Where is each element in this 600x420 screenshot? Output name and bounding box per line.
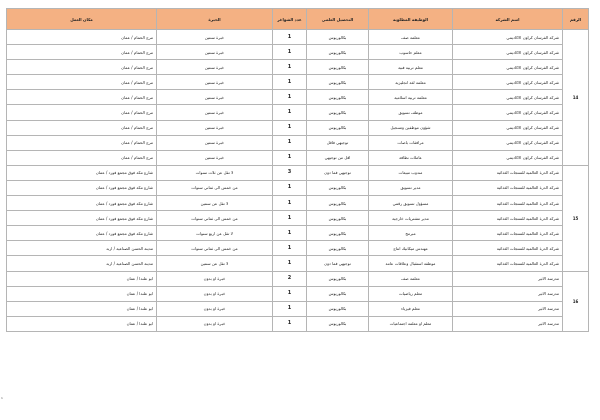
- experience: خبرة سنتين: [157, 60, 273, 75]
- education: بكالوريوس: [307, 286, 369, 301]
- experience: خبرة سنتين: [157, 105, 273, 120]
- job-title: معلمة تربية اسلامية: [369, 90, 453, 105]
- vacancies: 1: [273, 150, 307, 165]
- company-name: شركة الفرسان كراون الاكاديمي: [453, 135, 563, 150]
- jobs-table-body: [7, 30, 589, 332]
- vacancies: 3: [273, 165, 307, 180]
- experience: لا تقل عن ثلاث سنوات: [157, 165, 273, 180]
- job-title: معلم او معلمة اجتماعيات: [369, 316, 453, 331]
- company-name: مدرسة الاثير: [453, 271, 563, 286]
- company-name: شركة الدرة العالمية للمنتجات الغذائية: [453, 241, 563, 256]
- work-location: شارع مكة فوق مجمع فورد / عمان: [7, 180, 157, 195]
- company-name: شركة الدرة العالمية للمنتجات الغذائية: [453, 256, 563, 271]
- job-title: مسؤول تسويق رقمي: [369, 196, 453, 211]
- experience: خبرة او بدون: [157, 316, 273, 331]
- company-name: شركة الفرسان كراون الاكاديمي: [453, 120, 563, 135]
- table-row: [7, 180, 589, 195]
- education: بكالوريوس: [307, 120, 369, 135]
- experience: خبرة سنتين: [157, 75, 273, 90]
- column-header: الخبرة: [157, 9, 273, 30]
- table-row: [7, 75, 589, 90]
- education: بكالوريوس: [307, 211, 369, 226]
- company-name: شركة الفرسان كراون الاكاديمي: [453, 30, 563, 45]
- education: بكالوريوس: [307, 75, 369, 90]
- job-title: مدير تسويق: [369, 180, 453, 195]
- education: بكالوريوس: [307, 226, 369, 241]
- table-row: [7, 271, 589, 286]
- group-number: 14: [563, 30, 589, 166]
- work-location: مرج الحمام / عمان: [7, 75, 157, 90]
- table-row: [7, 135, 589, 150]
- education: بكالوريوس: [307, 105, 369, 120]
- job-title: معلمة صف: [369, 30, 453, 45]
- column-header: اسم الشركة: [453, 9, 563, 30]
- company-name: مدرسة الاثير: [453, 316, 563, 331]
- table-row: [7, 165, 589, 180]
- vacancies: 1: [273, 211, 307, 226]
- work-location: ابو علندا / عمان: [7, 301, 157, 316]
- experience: خبرة سنتين: [157, 135, 273, 150]
- company-name: شركة الفرسان كراون الاكاديمي: [453, 60, 563, 75]
- table-row: [7, 211, 589, 226]
- education: بكالوريوس: [307, 45, 369, 60]
- work-location: شارع مكة فوق مجمع فورد / عمان: [7, 165, 157, 180]
- job-title: معلمة لغة انجليزية: [369, 75, 453, 90]
- work-location: مرج الحمام / عمان: [7, 60, 157, 75]
- vacancies: 1: [273, 90, 307, 105]
- experience: لا تقل عن اربع سنوات: [157, 226, 273, 241]
- vacancies: 1: [273, 135, 307, 150]
- company-name: شركة الدرة العالمية للمنتجات الغذائية: [453, 226, 563, 241]
- job-title: معلم تربية فنية: [369, 60, 453, 75]
- table-row: [7, 301, 589, 316]
- education: بكالوريوس: [307, 241, 369, 256]
- table-row: [7, 241, 589, 256]
- page-marker: 1: [1, 396, 3, 400]
- company-name: شركة الدرة العالمية للمنتجات الغذائية: [453, 165, 563, 180]
- work-location: شارع مكة فوق مجمع فورد / عمان: [7, 196, 157, 211]
- vacancies: 1: [273, 256, 307, 271]
- table-row: [7, 105, 589, 120]
- company-name: مدرسة الاثير: [453, 286, 563, 301]
- vacancies: 1: [273, 196, 307, 211]
- education: بكالوريوس: [307, 301, 369, 316]
- job-title: موظف تسويق: [369, 105, 453, 120]
- work-location: مرج الحمام / عمان: [7, 120, 157, 135]
- job-title: مرافقات باصات: [369, 135, 453, 150]
- experience: من خمس الى ثماني سنوات: [157, 180, 273, 195]
- education: بكالوريوس: [307, 271, 369, 286]
- job-title: مندوب مبيعات: [369, 165, 453, 180]
- company-name: شركة الدرة العالمية للمنتجات الغذائية: [453, 180, 563, 195]
- experience: خبرة سنتين: [157, 90, 273, 105]
- company-name: شركة الدرة العالمية للمنتجات الغذائية: [453, 211, 563, 226]
- job-title: مبرمج: [369, 226, 453, 241]
- table-row: [7, 120, 589, 135]
- education: بكالوريوس: [307, 196, 369, 211]
- column-header: مكان العمل: [7, 9, 157, 30]
- vacancies: 1: [273, 301, 307, 316]
- work-location: ابو علندا / عمان: [7, 286, 157, 301]
- education: اقل من توجيهي: [307, 150, 369, 165]
- column-header: الرقم: [563, 9, 589, 30]
- company-name: شركة الفرسان كراون الاكاديمي: [453, 75, 563, 90]
- work-location: مرج الحمام / عمان: [7, 135, 157, 150]
- company-name: شركة الفرسان كراون الاكاديمي: [453, 105, 563, 120]
- table-row: [7, 60, 589, 75]
- vacancies: 2: [273, 271, 307, 286]
- work-location: شارع مكة فوق مجمع فورد / عمان: [7, 211, 157, 226]
- vacancies: 1: [273, 30, 307, 45]
- experience: لا تقل عن سنتين: [157, 256, 273, 271]
- table-row: [7, 45, 589, 60]
- vacancies: 1: [273, 45, 307, 60]
- work-location: ابو علندا / عمان: [7, 316, 157, 331]
- vacancies: 1: [273, 105, 307, 120]
- experience: خبرة سنتين: [157, 150, 273, 165]
- table-row: [7, 316, 589, 331]
- experience: خبرة او بدون: [157, 286, 273, 301]
- group-number: 15: [563, 165, 589, 271]
- education: بكالوريوس: [307, 60, 369, 75]
- column-header: عدد الشواغر: [273, 9, 307, 30]
- vacancies: 1: [273, 120, 307, 135]
- jobs-table-sheet: [6, 8, 588, 332]
- experience: لا تقل عن سنتين: [157, 196, 273, 211]
- job-title: معلم فيزياء: [369, 301, 453, 316]
- column-header: الوظيفة المطلوبة: [369, 9, 453, 30]
- work-location: مرج الحمام / عمان: [7, 45, 157, 60]
- company-name: شركة الدرة العالمية للمنتجات الغذائية: [453, 196, 563, 211]
- job-title: معلمة صف: [369, 271, 453, 286]
- education: توجيهي فما دون: [307, 256, 369, 271]
- vacancies: 1: [273, 286, 307, 301]
- experience: من خمس الى ثماني سنوات: [157, 211, 273, 226]
- experience: خبرة سنتين: [157, 45, 273, 60]
- work-location: شارع مكة فوق مجمع فورد / عمان: [7, 226, 157, 241]
- vacancies: 1: [273, 241, 307, 256]
- work-location: مرج الحمام / عمان: [7, 150, 157, 165]
- group-number: 16: [563, 271, 589, 331]
- work-location: مدينة الحسن الصناعية / اربد: [7, 241, 157, 256]
- vacancies: 1: [273, 226, 307, 241]
- vacancies: 1: [273, 316, 307, 331]
- work-location: مرج الحمام / عمان: [7, 90, 157, 105]
- company-name: شركة الفرسان كراون الاكاديمي: [453, 150, 563, 165]
- vacancies: 1: [273, 60, 307, 75]
- experience: خبرة او بدون: [157, 301, 273, 316]
- education: بكالوريوس: [307, 30, 369, 45]
- company-name: شركة الفرسان كراون الاكاديمي: [453, 90, 563, 105]
- work-location: مرج الحمام / عمان: [7, 105, 157, 120]
- table-row: [7, 196, 589, 211]
- vacancies: 1: [273, 75, 307, 90]
- table-row: [7, 150, 589, 165]
- jobs-table: [6, 8, 589, 332]
- job-title: شؤون موظفين وتسجيل: [369, 120, 453, 135]
- experience: خبرة سنتين: [157, 30, 273, 45]
- work-location: مدينة الحسن الصناعية / اربد: [7, 256, 157, 271]
- header-row: [7, 9, 589, 30]
- job-title: مهندس ميكانيك انتاج: [369, 241, 453, 256]
- experience: خبرة او بدون: [157, 271, 273, 286]
- work-location: ابو علندا / عمان: [7, 271, 157, 286]
- company-name: شركة الفرسان كراون الاكاديمي: [453, 45, 563, 60]
- education: بكالوريوس: [307, 180, 369, 195]
- education: بكالوريوس: [307, 316, 369, 331]
- table-row: [7, 286, 589, 301]
- vacancies: 1: [273, 180, 307, 195]
- education: توجيهي فما دون: [307, 165, 369, 180]
- table-row: [7, 30, 589, 45]
- education: بكالوريوس: [307, 90, 369, 105]
- column-header: التحصيل العلمي: [307, 9, 369, 30]
- experience: خبرة سنتين: [157, 120, 273, 135]
- company-name: مدرسة الاثير: [453, 301, 563, 316]
- table-row: [7, 90, 589, 105]
- table-row: [7, 256, 589, 271]
- job-title: معلم حاسوب: [369, 45, 453, 60]
- education: توجيهي فاقل: [307, 135, 369, 150]
- job-title: عاملات نظافة: [369, 150, 453, 165]
- table-row: [7, 226, 589, 241]
- work-location: مرج الحمام / عمان: [7, 30, 157, 45]
- job-title: مدير مشتريات خارجية: [369, 211, 453, 226]
- job-title: موظفة استقبال وعلاقات عامة: [369, 256, 453, 271]
- job-title: معلم رياضيات: [369, 286, 453, 301]
- experience: من خمس الى ثماني سنوات: [157, 241, 273, 256]
